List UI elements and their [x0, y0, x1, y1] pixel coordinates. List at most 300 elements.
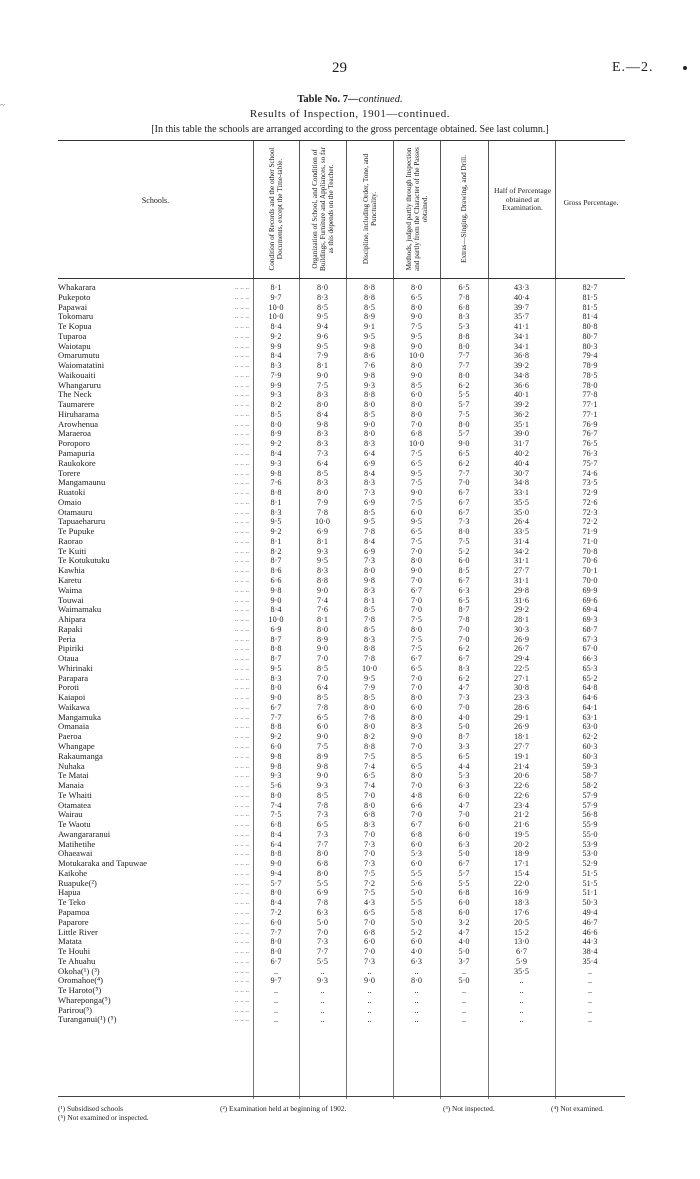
value-cell: 35·5	[513, 966, 529, 976]
value-cell: 6·5	[411, 527, 422, 537]
header-discipline: Discipline, including Order, Tone, and Punctuality.	[346, 141, 394, 278]
value-cell: 6·0	[458, 829, 470, 839]
value-cell: 6·0	[411, 702, 422, 712]
value-cell: 8·8	[458, 331, 470, 341]
leader-dots: .. .. ..	[235, 986, 249, 995]
school-name-cell	[58, 957, 253, 967]
value-cell: 5·5	[317, 878, 328, 888]
value-cell: 9·5	[411, 468, 422, 478]
value-cell: 9·0	[411, 732, 422, 742]
value-cell: ..	[273, 966, 279, 976]
value-cell: 6·2	[458, 644, 470, 654]
value-cell: 8·9	[317, 634, 328, 644]
value-cell: 52·9	[582, 859, 598, 869]
value-cell: 21·4	[513, 761, 529, 771]
leader-dots: .. .. ..	[235, 566, 249, 575]
value-cell: 70·6	[582, 556, 598, 566]
value-cell: 8·3	[270, 673, 282, 683]
value-cell: 8·4	[270, 351, 282, 361]
value-cell: 8·5	[364, 693, 375, 703]
value-cell: 63·1	[582, 712, 598, 722]
value-cell: 8·7	[458, 605, 470, 615]
school-name: Tokomaru	[58, 312, 94, 322]
value-cell: 6·5	[458, 751, 470, 761]
value-cell: 7·0	[317, 654, 328, 664]
school-name: Rapaki	[58, 624, 83, 634]
leader-dots: .. .. ..	[235, 732, 249, 741]
value-cell: 6·8	[458, 302, 470, 312]
value-cell: 67·0	[582, 644, 598, 654]
value-cell: 69·4	[582, 605, 598, 615]
value-cell: 9·6	[317, 331, 328, 341]
value-cell: 6·8	[411, 829, 422, 839]
table-row	[58, 859, 625, 869]
table-row	[58, 342, 625, 352]
value-cell: 18·3	[513, 898, 529, 908]
value-cell: 7·8	[364, 712, 375, 722]
value-cell: 7·3	[458, 517, 470, 527]
value-cell: 31·1	[513, 575, 529, 585]
value-cell: 68·7	[582, 624, 598, 634]
value-cell: 76·3	[582, 449, 598, 459]
value-cell: 8·4	[270, 322, 282, 332]
value-cell: 7·5	[364, 888, 375, 898]
value-cell: 9·5	[364, 517, 375, 527]
leader-dots: .. .. ..	[235, 292, 249, 301]
value-cell: 21·6	[513, 820, 529, 830]
header-extras: Extras—Singing, Drawing, and Drill.	[440, 141, 489, 278]
school-name: Te Ahuahu	[58, 956, 96, 966]
school-name: Motukaraka and Tapuwae	[58, 859, 147, 869]
value-cell: 5·7	[270, 878, 282, 888]
value-cell: 8·8	[364, 292, 375, 302]
table-row	[58, 1015, 625, 1025]
school-name-cell	[58, 722, 253, 732]
table-row	[58, 635, 625, 645]
table-row	[58, 801, 625, 811]
school-name: Te Teko	[58, 898, 86, 908]
value-cell: 8·7	[458, 732, 470, 742]
value-cell: 64·8	[582, 683, 598, 693]
value-cell: 16·9	[513, 888, 529, 898]
value-cell: 6·7	[458, 859, 470, 869]
footnote-2: (²) Examination held at beginning of 1902.	[220, 1104, 347, 1113]
table-row	[58, 508, 625, 518]
value-cell: 17·6	[513, 908, 529, 917]
value-cell: 5·0	[458, 947, 470, 957]
school-name-cell	[58, 615, 253, 625]
school-name: Tuparoa	[58, 331, 87, 341]
value-cell: 63·0	[582, 722, 598, 732]
value-cell: ..	[414, 1015, 419, 1025]
leader-dots: .. .. ..	[235, 761, 249, 770]
value-cell: 7·5	[411, 322, 422, 332]
value-cell: 39·2	[513, 400, 529, 410]
value-cell: 7·8	[458, 615, 470, 625]
value-cell: 7·5	[364, 868, 375, 878]
table-row	[58, 918, 625, 928]
value-cell: 31·1	[513, 556, 529, 566]
value-cell: 18·9	[513, 849, 529, 859]
value-cell: 7·0	[364, 947, 375, 957]
value-cell: 6·0	[411, 507, 422, 517]
value-cell: 6·7	[411, 585, 422, 595]
value-cell: 23·4	[513, 800, 529, 810]
leader-dots: .. .. ..	[235, 283, 249, 291]
value-cell: 19·1	[513, 751, 529, 761]
value-cell: 9·0	[317, 370, 328, 380]
value-cell: ..	[367, 966, 372, 976]
value-cell: 7·3	[364, 556, 375, 566]
value-cell: ..	[587, 1015, 593, 1025]
value-cell: 9·0	[364, 419, 375, 429]
value-cell: 8·1	[317, 536, 328, 546]
leader-dots: .. .. ..	[235, 605, 249, 614]
value-cell: 34·1	[513, 331, 529, 341]
table-row	[58, 576, 625, 586]
value-cell: 8·3	[411, 722, 422, 732]
school-name-cell	[58, 1015, 253, 1025]
value-cell: 8·3	[317, 429, 328, 439]
school-name-cell	[58, 849, 253, 859]
school-name-cell	[58, 644, 253, 654]
school-name-cell	[58, 439, 253, 449]
value-cell: 46·7	[582, 917, 598, 927]
leader-dots: .. .. ..	[235, 781, 249, 790]
school-name: Poroporo	[58, 439, 90, 449]
value-cell: 8·0	[458, 370, 470, 380]
value-cell: 8·0	[364, 566, 375, 576]
table-header	[58, 140, 625, 279]
value-cell: 6·9	[317, 527, 328, 537]
school-name-cell	[58, 654, 253, 664]
value-cell: 9·8	[270, 585, 282, 595]
school-name-cell	[58, 342, 253, 352]
value-cell: 5·8	[411, 908, 422, 917]
table-row	[58, 840, 625, 850]
value-cell: 7·0	[458, 478, 470, 488]
leader-dots: .. .. ..	[235, 644, 249, 653]
school-name: Te Houhi	[58, 947, 91, 957]
value-cell: 7·8	[364, 654, 375, 664]
leader-dots: .. .. ..	[235, 361, 249, 370]
value-cell: 8·3	[364, 478, 375, 488]
school-name: Mangamuka	[58, 712, 101, 722]
value-cell: 81·5	[582, 302, 598, 312]
value-cell: 9·4	[270, 868, 282, 878]
school-name-cell	[58, 820, 253, 830]
leader-dots: .. .. ..	[235, 380, 249, 389]
school-name-cell	[58, 1006, 253, 1016]
table-title-continued: continued.	[358, 94, 403, 105]
school-name-cell	[58, 625, 253, 635]
value-cell: 7·5	[411, 615, 422, 625]
table-subtitle: Results of Inspection, 1901—continued.	[249, 108, 451, 120]
value-cell: 5·3	[458, 322, 470, 332]
value-cell: 6·3	[458, 839, 470, 849]
table-row	[58, 547, 625, 557]
value-cell: 8·0	[411, 302, 422, 312]
school-name-cell	[58, 469, 253, 479]
value-cell: 26·9	[513, 722, 529, 732]
value-cell: 6·3	[411, 956, 422, 966]
value-cell: 22·6	[513, 781, 529, 791]
value-cell: 8·8	[364, 644, 375, 654]
school-name-cell	[58, 947, 253, 957]
value-cell: 6·4	[270, 839, 282, 849]
value-cell: 7·3	[364, 488, 375, 498]
school-name-cell	[58, 693, 253, 703]
leader-dots: .. .. ..	[235, 712, 249, 721]
leader-dots: .. .. ..	[235, 556, 249, 565]
value-cell: 7·0	[411, 546, 422, 556]
value-cell: 41·1	[513, 322, 529, 332]
value-cell: 36·2	[513, 409, 529, 419]
school-name: Papawai	[58, 302, 88, 312]
school-name: Peria	[58, 634, 76, 644]
value-cell: 66·3	[582, 654, 598, 664]
value-cell: 9·5	[317, 312, 328, 322]
value-cell: 6·0	[458, 898, 470, 908]
value-cell: 9·8	[317, 761, 328, 771]
value-cell: 51·5	[582, 868, 598, 878]
school-name: Hapua	[58, 888, 81, 898]
value-cell: 9·5	[270, 663, 282, 673]
value-cell: 6·5	[458, 595, 470, 605]
value-cell: 67·3	[582, 634, 598, 644]
value-cell: 34·8	[513, 370, 529, 380]
value-cell: 82·7	[582, 283, 598, 292]
school-name: Manaia	[58, 781, 84, 791]
school-name: Te Matai	[58, 771, 89, 781]
value-cell: 17·1	[513, 859, 529, 869]
school-name-cell	[58, 830, 253, 840]
value-cell: 8·5	[317, 468, 328, 478]
table-row	[58, 781, 625, 791]
school-name-cell	[58, 537, 253, 547]
page-reference: E.—2.	[612, 60, 654, 75]
value-cell: 7·3	[317, 937, 328, 947]
table-row	[58, 498, 625, 508]
value-cell: 6·0	[458, 790, 470, 800]
value-cell: 7·0	[411, 575, 422, 585]
value-cell: 9·0	[270, 859, 282, 869]
value-cell: 69·9	[582, 585, 598, 595]
value-cell: 8·7	[270, 556, 282, 566]
value-cell: 7·0	[364, 849, 375, 859]
value-cell: 20·5	[513, 917, 529, 927]
school-name-cell	[58, 996, 253, 1006]
value-cell: 9·1	[364, 322, 375, 332]
value-cell: 6·0	[364, 937, 375, 947]
value-cell: 28·1	[513, 615, 529, 625]
value-cell: 4·4	[458, 761, 470, 771]
table-row	[58, 976, 625, 986]
value-cell: 9·7	[270, 292, 282, 302]
table-row	[58, 283, 625, 293]
value-cell: 7·7	[270, 712, 282, 722]
value-cell: ..	[320, 986, 325, 996]
value-cell: 5·0	[411, 888, 422, 898]
value-cell: 6·5	[411, 292, 422, 302]
value-cell: 51·1	[582, 888, 598, 898]
value-cell: 8·5	[364, 507, 375, 517]
school-name-cell	[58, 752, 253, 762]
value-cell: 69·3	[582, 615, 598, 625]
school-name: Whareponga(⁵)	[58, 995, 111, 1005]
table-row	[58, 742, 625, 752]
value-cell: 3·7	[458, 956, 470, 966]
school-name: Parirou(⁵)	[58, 1005, 93, 1015]
table-row	[58, 722, 625, 732]
header-half-percentage: Half of Percentage obtained at Examination.	[488, 141, 556, 278]
value-cell: 7·0	[411, 419, 422, 429]
value-cell: 71·9	[582, 527, 598, 537]
value-cell: 65·2	[582, 673, 598, 683]
school-name-cell	[58, 976, 253, 986]
value-cell: ..	[587, 986, 593, 996]
school-name: Wairau	[58, 810, 83, 820]
value-cell: 10·0	[268, 312, 284, 322]
value-cell: 6·2	[458, 458, 470, 468]
value-cell: 6·5	[317, 712, 328, 722]
value-cell: 40·2	[513, 449, 529, 459]
value-cell: 8·3	[270, 361, 282, 371]
value-cell: 80·7	[582, 331, 598, 341]
value-cell: 81·5	[582, 292, 598, 302]
value-cell: 8·0	[317, 624, 328, 634]
school-name-cell	[58, 332, 253, 342]
value-cell: 8·8	[364, 283, 375, 292]
value-cell: ..	[320, 966, 325, 976]
value-cell: ..	[519, 995, 524, 1005]
value-cell: 7·5	[411, 536, 422, 546]
school-name: Whirinaki	[58, 663, 93, 673]
value-cell: 7·5	[411, 497, 422, 507]
value-cell: 6·5	[364, 908, 375, 917]
value-cell: 8·8	[317, 575, 328, 585]
value-cell: 8·0	[411, 556, 422, 566]
table-row	[58, 693, 625, 703]
value-cell: 8·5	[411, 751, 422, 761]
value-cell: 15·2	[513, 927, 529, 937]
school-name: Arowhenua	[58, 419, 99, 429]
table-row	[58, 410, 625, 420]
value-cell: 7·8	[458, 292, 470, 302]
school-name-cell	[58, 322, 253, 332]
value-cell: 8·0	[458, 341, 470, 351]
school-name-cell	[58, 898, 253, 908]
value-cell: 26·4	[513, 517, 529, 527]
school-name: Ruatoki	[58, 488, 86, 498]
value-cell: 27·1	[513, 673, 529, 683]
table-row	[58, 420, 625, 430]
value-cell: 78·5	[582, 370, 598, 380]
value-cell: 6·9	[364, 458, 375, 468]
school-name: Parapara	[58, 673, 89, 683]
value-cell: 9·8	[317, 419, 328, 429]
value-cell: 6·8	[458, 888, 470, 898]
leader-dots: .. .. ..	[235, 888, 249, 897]
value-cell: 4·0	[411, 947, 422, 957]
value-cell: 9·3	[364, 380, 375, 390]
value-cell: 73·5	[582, 478, 598, 488]
value-cell: 8·4	[270, 898, 282, 908]
school-name: Te Haroto(⁵)	[58, 986, 102, 996]
value-cell: 7·5	[411, 449, 422, 459]
leader-dots: .. .. ..	[235, 995, 249, 1004]
value-cell: 31·6	[513, 595, 529, 605]
value-cell: 8·0	[364, 702, 375, 712]
value-cell: 8·0	[364, 429, 375, 439]
value-cell: 10·0	[314, 517, 330, 527]
value-cell: 5·0	[458, 722, 470, 732]
leader-dots: .. .. ..	[235, 956, 249, 965]
school-name: Omarumutu	[58, 351, 100, 361]
school-name-cell	[58, 556, 253, 566]
value-cell: 9·0	[411, 370, 422, 380]
value-cell: 8·5	[364, 605, 375, 615]
value-cell: 8·3	[317, 566, 328, 576]
value-cell: 9·9	[270, 341, 282, 351]
value-cell: 29·1	[513, 712, 529, 722]
table-row	[58, 1006, 625, 1016]
value-cell: 7·3	[364, 956, 375, 966]
value-cell: ..	[273, 995, 279, 1005]
column-rule	[440, 279, 441, 1099]
value-cell: 3·3	[458, 741, 470, 751]
school-name-cell	[58, 371, 253, 381]
value-cell: 6·6	[411, 800, 422, 810]
value-cell: 4·7	[458, 800, 470, 810]
value-cell: ..	[414, 986, 419, 996]
value-cell: 7·0	[364, 829, 375, 839]
value-cell: 6·3	[458, 585, 470, 595]
value-cell: 77·8	[582, 390, 598, 400]
value-cell: 8·0	[317, 488, 328, 498]
value-cell: 6·5	[458, 283, 470, 292]
value-cell: 6·9	[270, 624, 282, 634]
value-cell: 7·5	[364, 751, 375, 761]
school-name-cell	[58, 361, 253, 371]
school-name-cell	[58, 596, 253, 606]
value-cell: 5·7	[458, 429, 470, 439]
leader-dots: .. .. ..	[235, 400, 249, 409]
school-name-cell	[58, 400, 253, 410]
table-row	[58, 439, 625, 449]
value-cell: 60·3	[582, 741, 598, 751]
school-name: Poroti	[58, 683, 80, 693]
value-cell: 20·6	[513, 771, 529, 781]
value-cell: 62·2	[582, 732, 598, 742]
value-cell: 60·3	[582, 751, 598, 761]
leader-dots: .. .. ..	[235, 312, 249, 321]
value-cell: 6·8	[270, 820, 282, 830]
value-cell: 7·7	[458, 361, 470, 371]
value-cell: 7·5	[270, 810, 282, 820]
value-cell: 26·9	[513, 634, 529, 644]
value-cell: 5·5	[411, 898, 422, 908]
value-cell: 4·0	[458, 937, 470, 947]
school-name: Te Kotukutuku	[58, 556, 110, 566]
leader-dots: .. .. ..	[235, 1005, 249, 1014]
leader-dots: .. .. ..	[235, 634, 249, 643]
leader-dots: .. .. ..	[235, 751, 249, 760]
value-cell: 33·1	[513, 488, 529, 498]
school-name-cell	[58, 410, 253, 420]
value-cell: 69·6	[582, 595, 598, 605]
leader-dots: .. .. ..	[235, 859, 249, 868]
